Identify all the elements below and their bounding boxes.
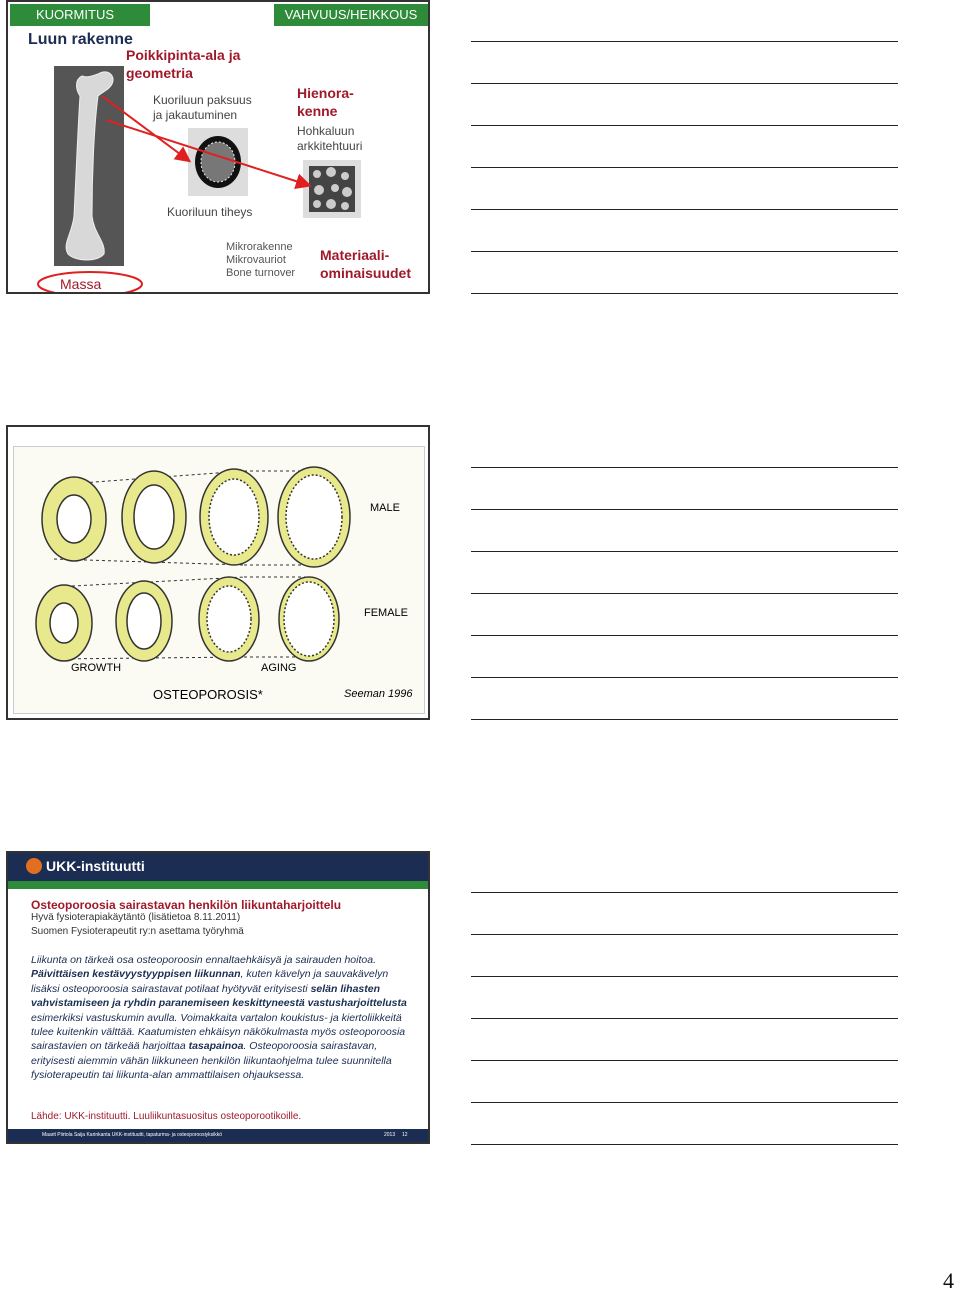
body-segment: Päivittäisen kestävyystyyppisen liikunnan	[31, 968, 241, 981]
footer-page: 12	[402, 1132, 408, 1138]
slide3-body-text	[31, 953, 411, 1083]
label-mass: Massa	[60, 276, 102, 292]
heading-material: Materiaali- ominaisuudet	[320, 247, 412, 281]
ukk-green-bar	[8, 881, 428, 889]
label-source: Seeman 1996	[344, 688, 413, 700]
slide-bone-structure	[6, 0, 430, 294]
slide-ukk-exercise	[6, 851, 430, 1144]
footer-year: 2013	[384, 1132, 396, 1138]
ukk-logo-text: UKK-instituutti	[46, 858, 145, 874]
slide3-subtitle-1: Hyvä fysioterapiakäytäntö (lisätietoa 8.11.2011)	[31, 912, 241, 923]
label-growth: GROWTH	[71, 662, 122, 674]
label-cortical-thickness: Kuoriluun paksuus ja jakautuminen	[153, 93, 252, 122]
slide3-footer	[8, 1129, 428, 1142]
label-osteoporosis: OSTEOPOROSIS*	[153, 687, 263, 702]
page-number: 4	[943, 1268, 954, 1293]
ukk-header-bar	[8, 853, 428, 881]
heading-geometry: Poikkipinta-ala ja geometria	[126, 47, 241, 81]
footer-left: Maarit Piirtola Saija Karinkanta UKK-instituutti, tapaturma- ja osteoporoosiyksikkö	[42, 1132, 223, 1138]
label-cortical-density: Kuoriluun tiheys	[167, 205, 253, 219]
body-segment: Liikunta on tärkeä osa osteoporoosin ennaltaehkäisyä ja sairauden hoitoa.	[31, 954, 376, 966]
slide3-title: Osteoporoosia sairastavan henkilön liikuntaharjoittelu	[31, 898, 342, 912]
body-segment: selän lihasten vahvistamiseen ja ryhdin paranemiseen keskittyneestä vastusharjoittelusta	[31, 982, 407, 1010]
slide-osteoporosis-diagram	[6, 425, 430, 720]
body-segment: tasapainoa	[188, 1040, 244, 1053]
slide-title: Luun rakenne	[28, 31, 133, 48]
body-segment: esimerkiksi vastuskumin avulla. Voimakkaita vartalon koukistus- ja kiertoliikkeitä tulee kuitenkin välttää. Kaatumisten ehkäisyn näkökulmasta myös osteoporoosia sairastavien on tärkeää harjoittaa	[31, 1011, 406, 1053]
tab-vahvuus: VAHVUUS/HEIKKOUS	[274, 4, 428, 26]
tab-kuormitus: KUORMITUS	[10, 4, 150, 26]
arrows-overlay	[8, 2, 428, 292]
ukk-logo-icon	[26, 858, 42, 874]
label-micro-list: Mikrorakenne Mikrovauriot Bone turnover	[226, 241, 296, 279]
heading-microstructure: Hienora- kenne	[297, 85, 354, 119]
slide3-source: Lähde: UKK-instituutti. Luuliikuntasuositus osteoporootikoille.	[31, 1111, 302, 1122]
body-segment: . Osteoporoosia sairastavan, erityisesti aiemmin vähän liikkuneen henkilön liikuntaohjelma tulee suunnitella fysioterapeutin tai liikunta-alan ammattilaisen ohjauksessa.	[31, 1040, 392, 1082]
label-aging: AGING	[261, 662, 297, 674]
label-female: FEMALE	[364, 607, 409, 619]
slide3-subtitle-2: Suomen Fysioterapeutit ry:n asettama työryhmä	[31, 926, 244, 937]
diagram-panel	[13, 446, 425, 714]
label-male: MALE	[370, 502, 400, 514]
label-trabecular: Hohkaluun arkkitehtuuri	[297, 124, 363, 153]
body-segment: , kuten kävelyn ja sauvakävelyn lisäksi osteoporoosia sairastavat potilaat hyötyvät erityisesti	[31, 968, 389, 995]
